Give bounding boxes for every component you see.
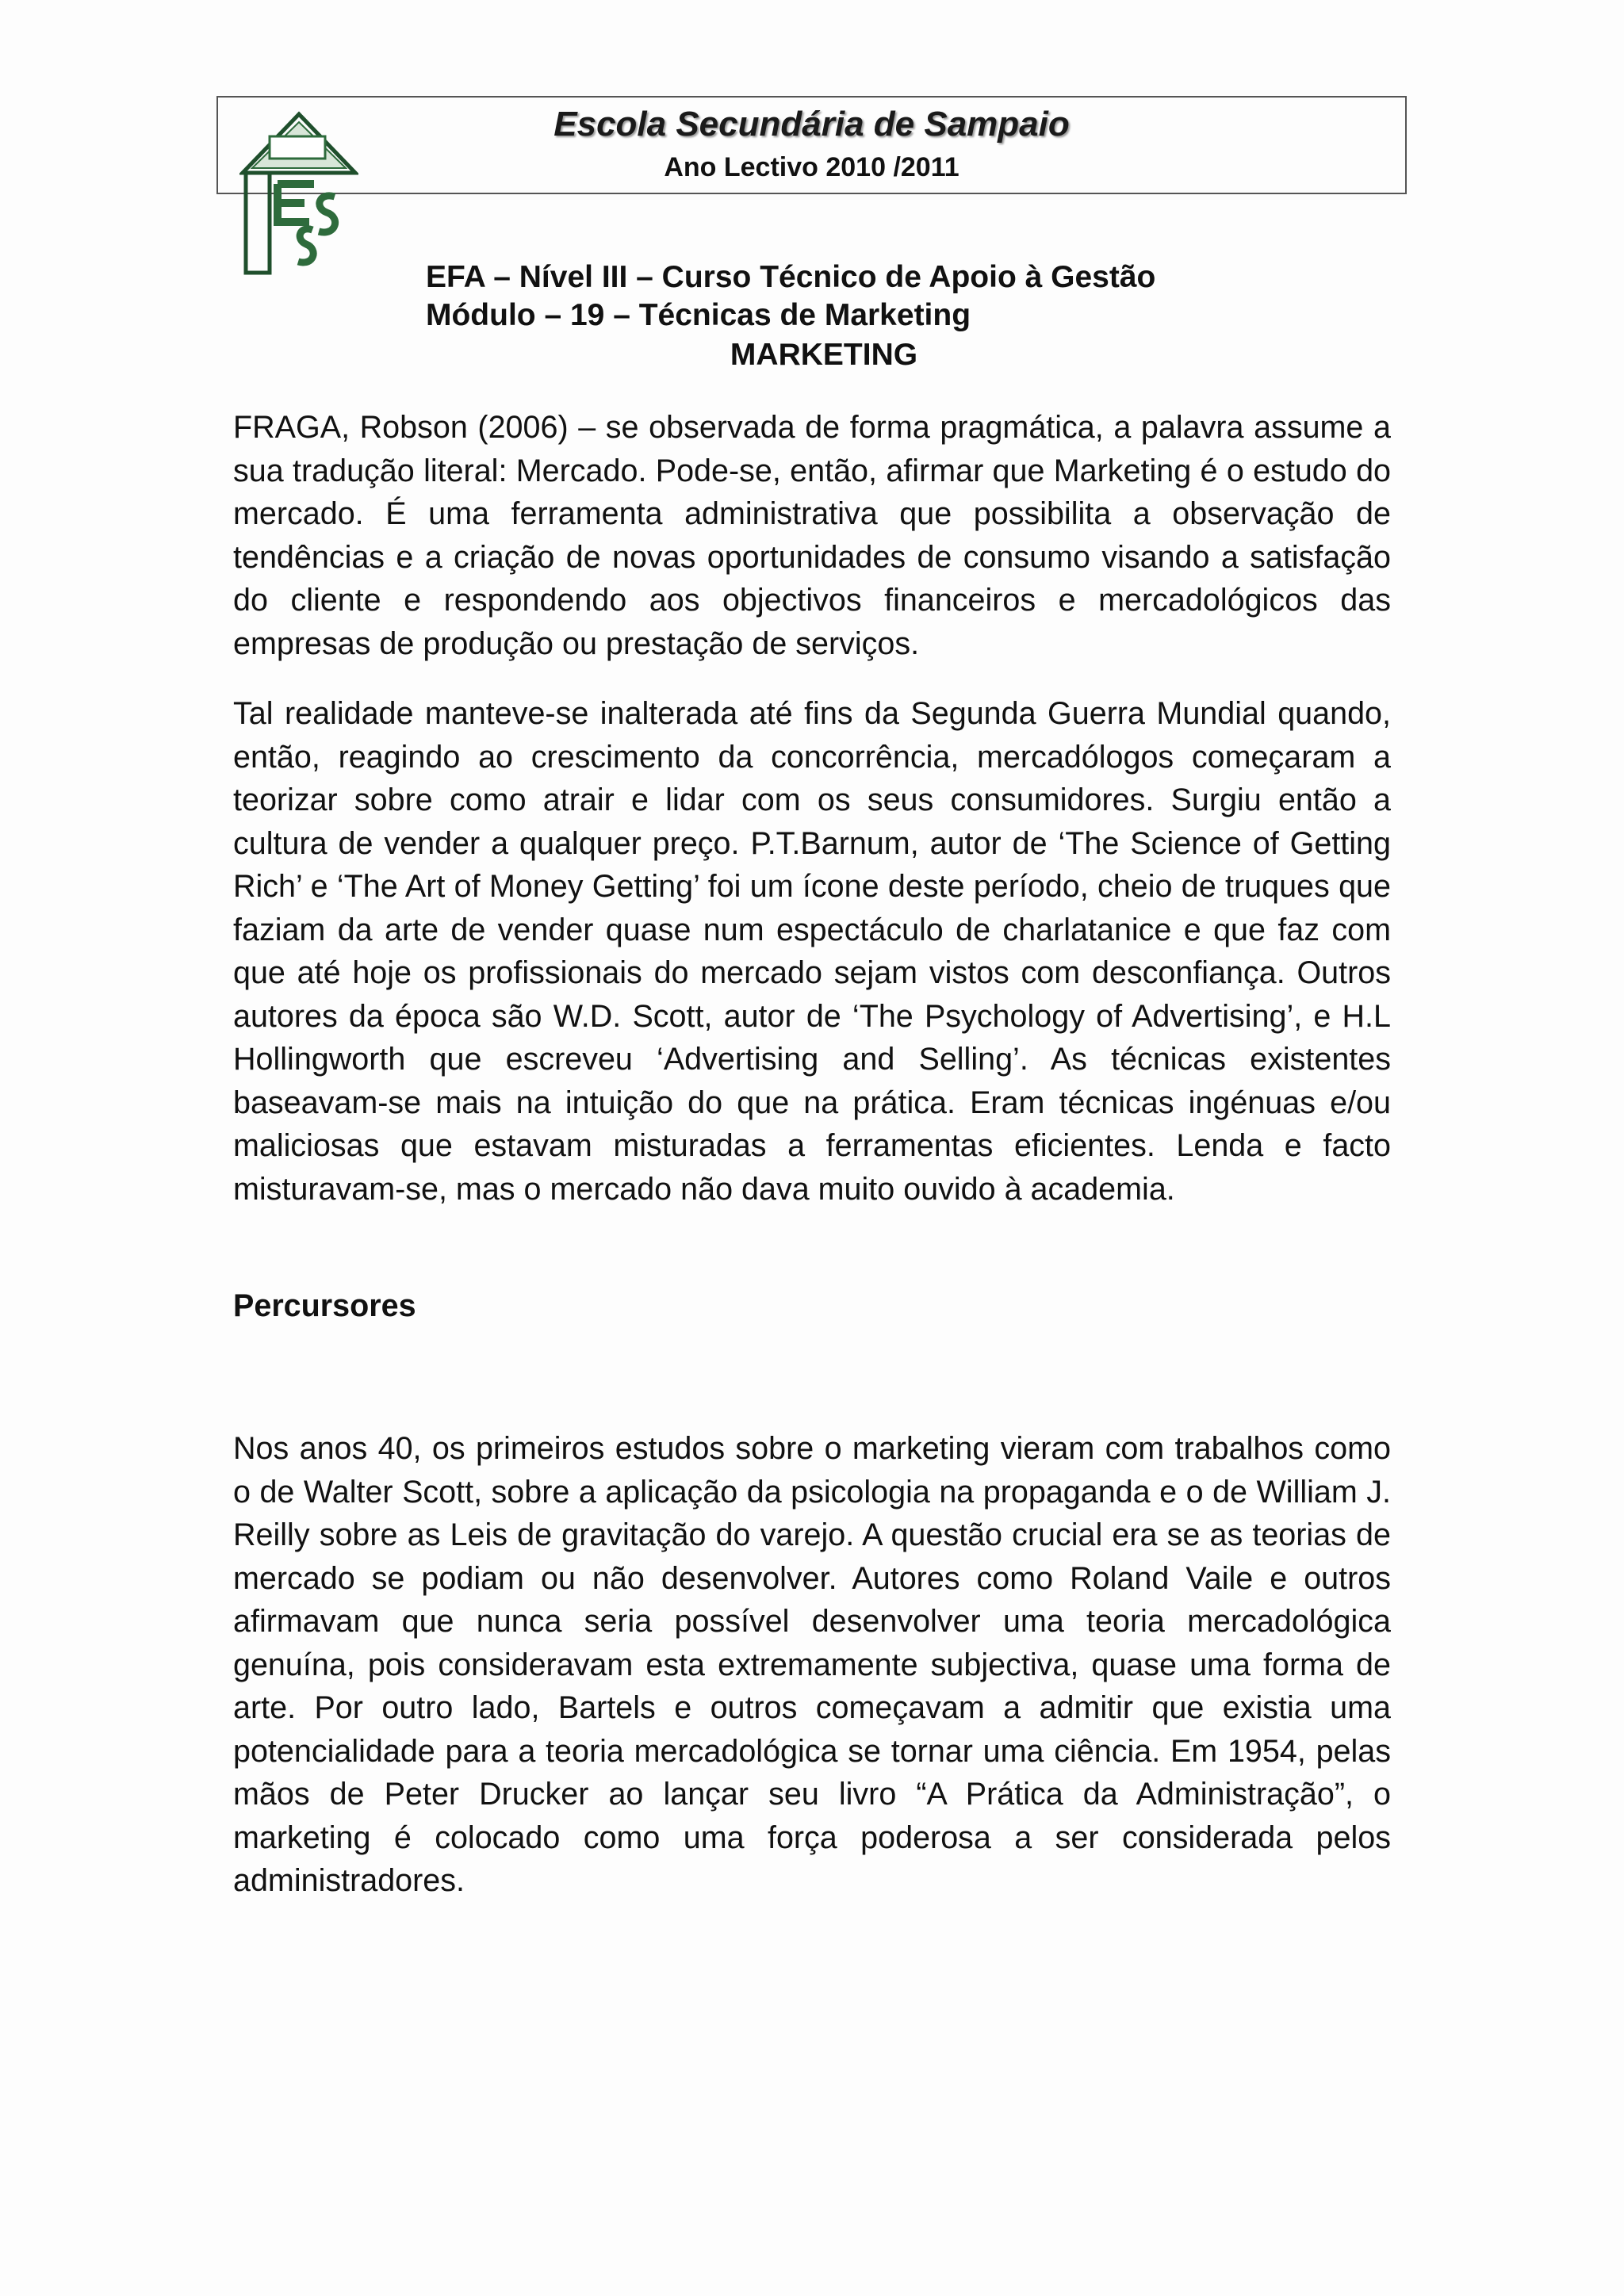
school-name: Escola Secundária de Sampaio: [553, 105, 1070, 144]
course-line-1: EFA – Nível III – Curso Técnico de Apoio à Gestão: [426, 260, 1156, 294]
section-heading: Percursores: [233, 1288, 416, 1323]
school-logo: [239, 111, 358, 277]
paragraph-3: Nos anos 40, os primeiros estudos sobre o marketing vieram com trabalhos como o de Walter Scott, sobre a aplicação da psicologia na propaganda e o de William J. Reilly sobre as Leis de gravitação do varejo. A questão crucial era se as teorias de mercado se podiam ou não desenvolver. Autores como Roland Vaile e outros afirmavam que nunca seria possível desenvolver uma teoria mercadológica genuína, pois consideravam esta extremamente subjectiva, quase uma forma de arte. Por outro lado, Bartels e outros começavam a admitir que existia uma potencialidade para a teoria mercadológica se tornar uma ciência. Em 1954, pelas mãos de Peter Drucker ao lançar seu livro “A Prática da Administração”, o marketing é colocado como uma força poderosa a ser considerada pelos administradores.: [233, 1431, 1391, 1898]
header-box: [216, 96, 1407, 194]
paragraph-1: FRAGA, Robson (2006) – se observada de forma pragmática, a palavra assume a sua tradução literal: Mercado. Pode-se, então, afirmar que Marketing é o estudo do mercado. É uma ferramenta administrativa que possibilita a observação de tendências e a criação de novas oportunidades de consumo visando a satisfação do cliente e respondendo aos objectivos financeiros e mercadológicos das empresas de produção ou prestação de serviços.: [233, 410, 1391, 661]
school-year: Ano Lectivo 2010 /2011: [664, 152, 959, 182]
course-line-2: Módulo – 19 – Técnicas de Marketing: [426, 298, 971, 332]
document-title: MARKETING: [730, 338, 918, 372]
course-info: [426, 258, 1155, 335]
paragraph-2: Tal realidade manteve-se inalterada até fins da Segunda Guerra Mundial quando, então, reagindo ao crescimento da concorrência, mercadólogos começaram a teorizar sobre como atrair e lidar com os seus consumidores. Surgiu então a cultura de vender a qualquer preço. P.T.Barnum, autor de ‘The Science of Getting Rich’ e ‘The Art of Money Getting’ foi um ícone deste período, cheio de truques que faziam da arte de vender quase num espectáculo de charlatanice e que faz com que até hoje os profissionais do mercado sejam vistos com desconfiança. Outros autores da época são W.D. Scott, autor de ‘The Psychology of Advertising’, e H.L Hollingworth que escreveu ‘Advertising and Selling’. As técnicas existentes baseavam-se mais na intuição do que na prática. Eram técnicas ingénuas e/ou maliciosas que estavam misturadas a ferramentas eficientes. Lenda e facto misturavam-se, mas o mercado não dava muito ouvido à academia.: [233, 696, 1391, 1207]
